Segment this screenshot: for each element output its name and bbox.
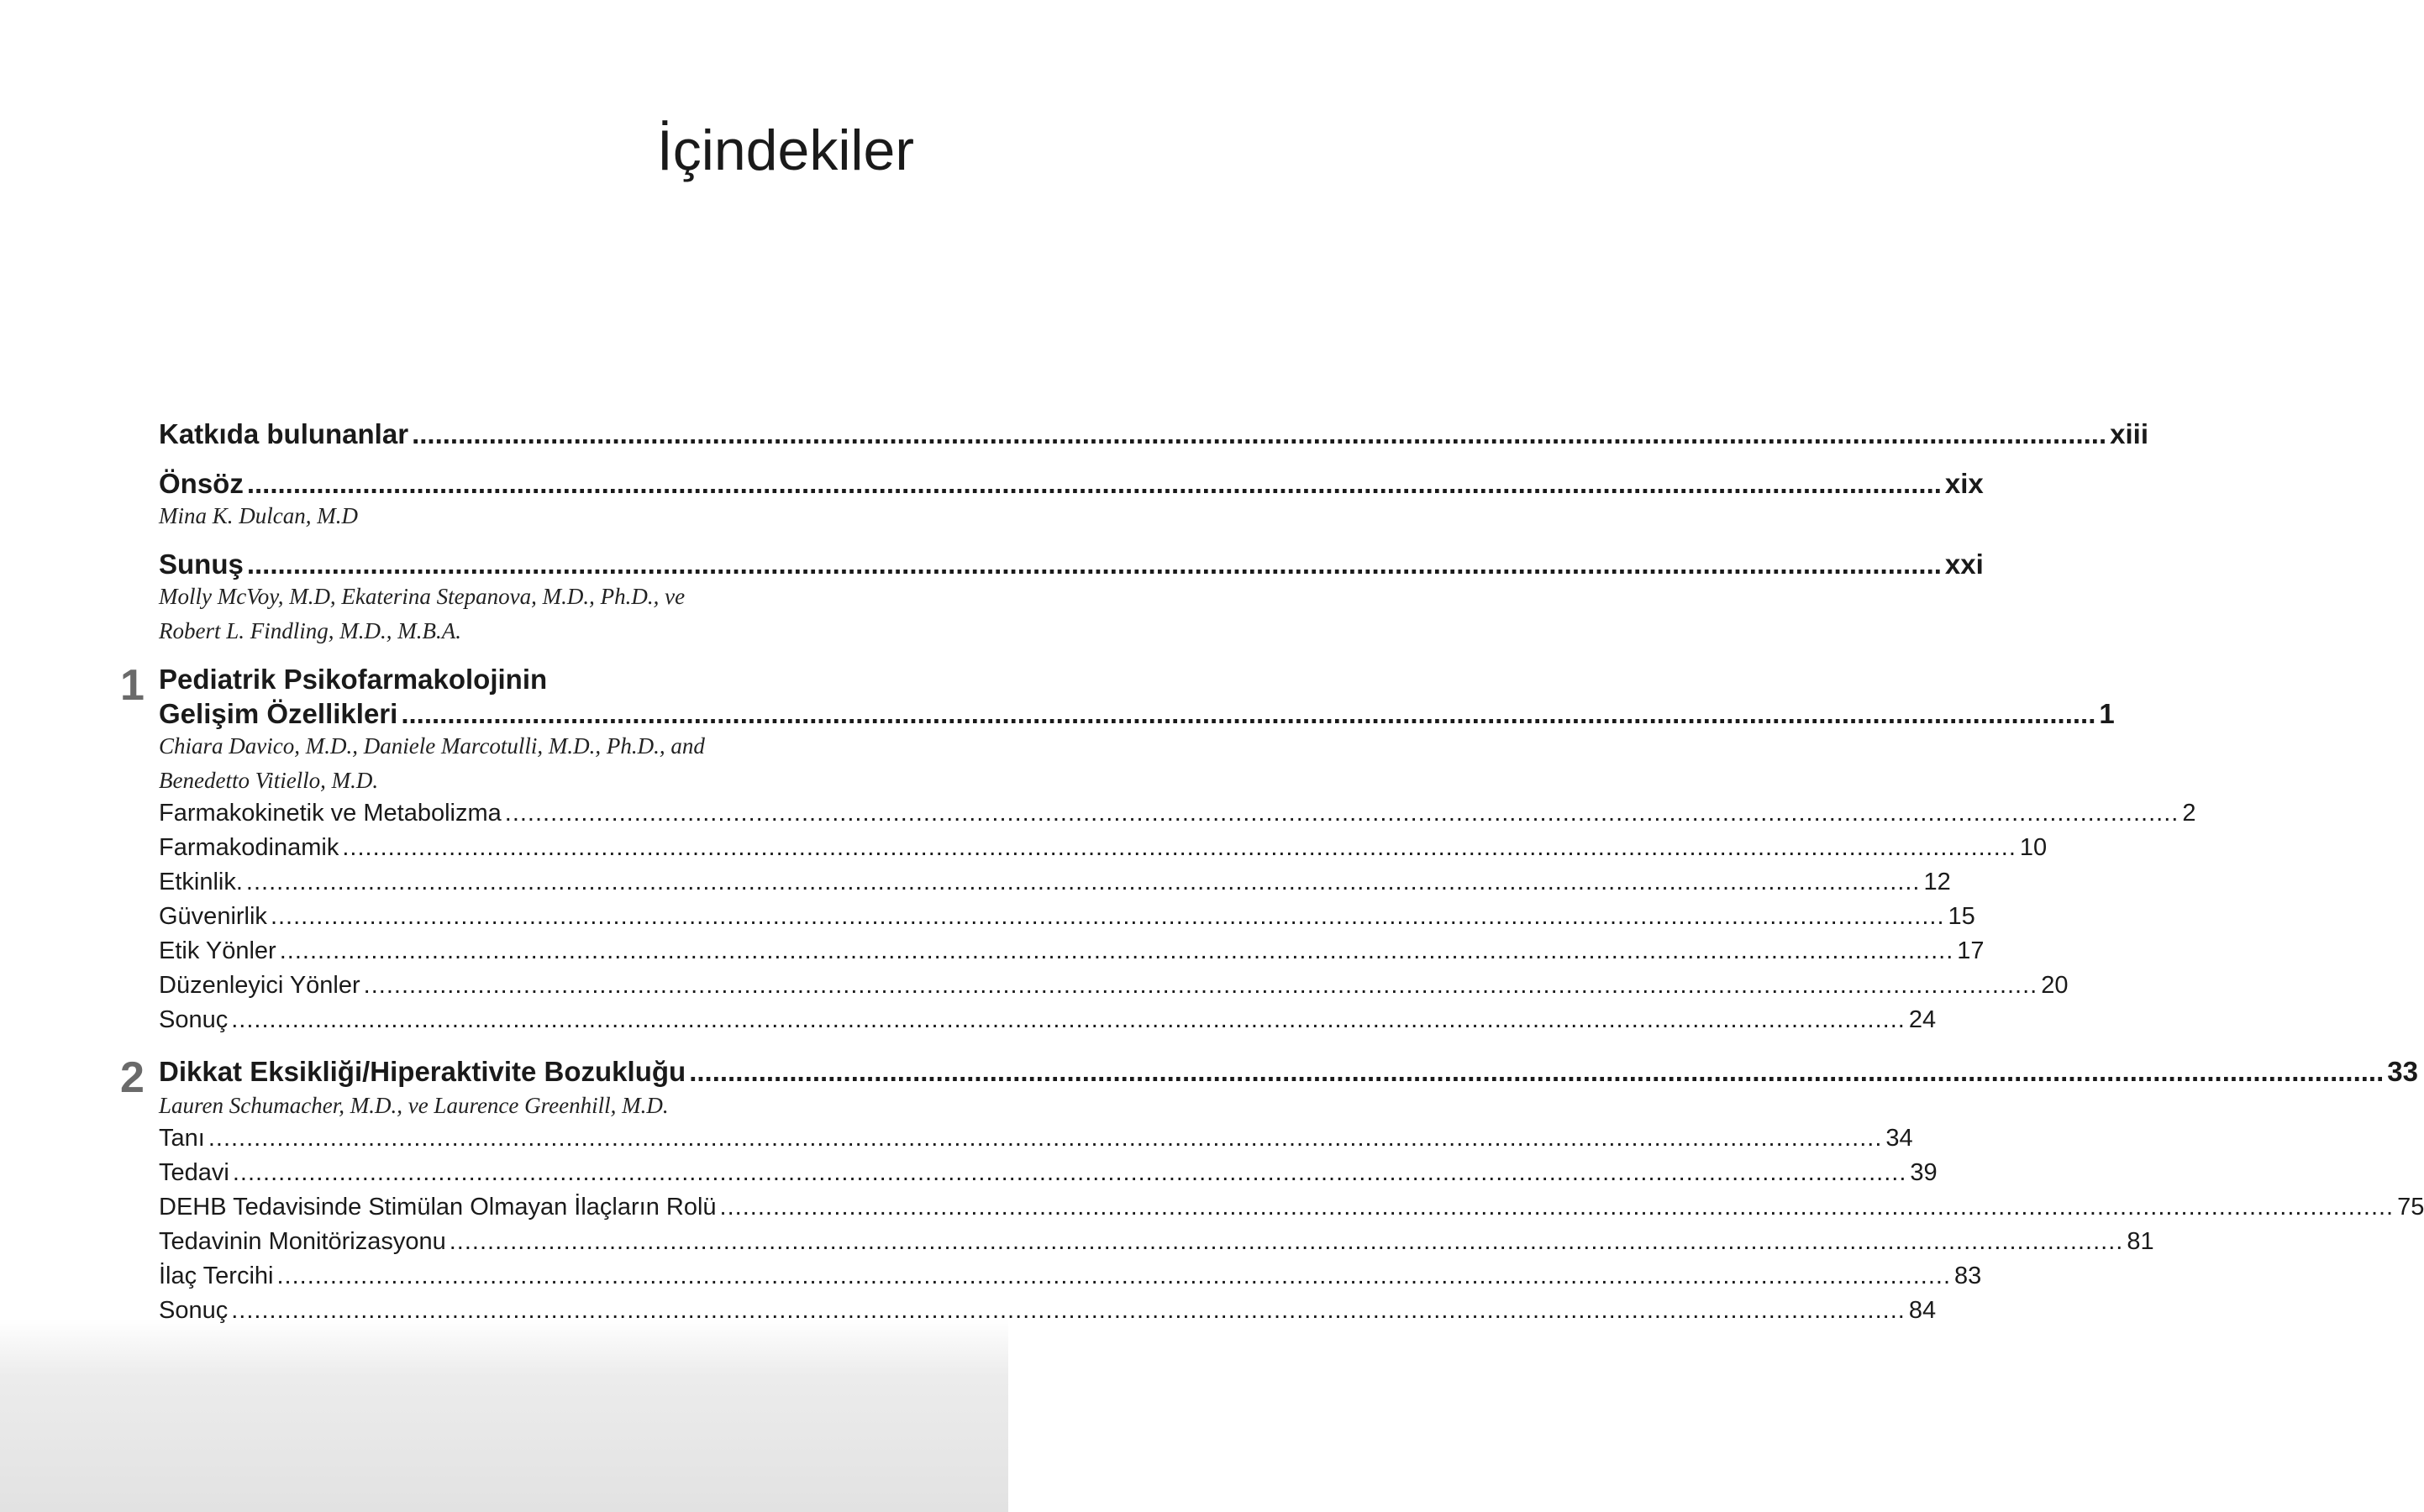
toc-section[interactable]	[159, 1228, 2154, 1255]
toc-section[interactable]	[159, 1125, 1913, 1152]
section-page: 24	[1908, 1006, 1937, 1033]
toc-entry-contributors[interactable]	[159, 418, 2148, 449]
leader-dots: ............................................................................................................................................................................................................................	[689, 1056, 2385, 1087]
section-page: 34	[1885, 1125, 1913, 1152]
entry-page: xix	[1944, 468, 1984, 499]
entry-page: xxi	[1944, 549, 1984, 580]
entry-author: Mina K. Dulcan, M.D	[159, 503, 358, 528]
section-page: 12	[1923, 869, 1951, 895]
leader-dots: ............................................................................................................................................................................................................................	[270, 903, 1945, 930]
section-page: 20	[2041, 972, 2069, 999]
toc-section[interactable]	[159, 869, 1951, 895]
chapter-number: 2	[120, 1053, 145, 1102]
toc-section[interactable]	[159, 1263, 1982, 1289]
leader-dots: ............................................................................................................................................................................................................................	[401, 698, 2096, 729]
section-page: 2	[2182, 800, 2196, 827]
leader-dots: ............................................................................................................................................................................................................................	[232, 1159, 1907, 1186]
section-label: Etik Yönler	[159, 937, 276, 964]
leader-dots: ............................................................................................................................................................................................................................	[246, 549, 1942, 580]
toc-section[interactable]	[159, 1297, 1937, 1324]
toc-entry-chapter-1[interactable]	[159, 698, 2115, 729]
section-label: Tanı	[159, 1125, 205, 1152]
chapter-1	[120, 661, 2196, 1033]
toc-entry-foreword[interactable]	[159, 468, 1984, 499]
section-label: Etkinlik.	[159, 869, 243, 895]
section-label: DEHB Tedavisinde Stimülan Olmayan İlaçların Rolü	[159, 1194, 717, 1221]
toc-section[interactable]	[159, 937, 1985, 964]
entry-page: xiii	[2110, 418, 2148, 449]
entry-author: Molly McVoy, M.D, Ekaterina Stepanova, M.D., Ph.D., ve	[159, 584, 686, 609]
leader-dots: ............................................................................................................................................................................................................................	[245, 869, 1921, 895]
toc-section[interactable]	[159, 834, 2048, 861]
toc-section[interactable]	[159, 1159, 1938, 1186]
section-page: 39	[1910, 1159, 1938, 1186]
section-page: 84	[1908, 1297, 1937, 1324]
chapter-title-line[interactable]: Pediatrik Psikofarmakolojinin	[159, 664, 548, 695]
section-page: 81	[2127, 1228, 2154, 1255]
page-bottom-shade	[0, 1319, 1008, 1512]
leader-dots: ............................................................................................................................................................................................................................	[504, 800, 2179, 827]
chapter-number: 1	[120, 661, 145, 710]
leader-dots: ............................................................................................................................................................................................................................	[342, 834, 2016, 861]
section-page: 10	[2019, 834, 2048, 861]
chapter-2	[120, 1053, 2424, 1324]
leader-dots: ............................................................................................................................................................................................................................	[719, 1194, 2395, 1221]
section-page: 15	[1948, 903, 1975, 930]
entry-label: Önsöz	[159, 468, 244, 499]
leader-dots: ............................................................................................................................................................................................................................	[231, 1006, 1906, 1033]
leader-dots: ............................................................................................................................................................................................................................	[279, 937, 1954, 964]
entry-label: Gelişim Özellikleri	[159, 698, 398, 729]
section-label: Sonuç	[159, 1297, 229, 1324]
toc-entry-chapter-2[interactable]	[159, 1056, 2418, 1087]
toc-section[interactable]	[159, 1194, 2424, 1221]
section-label: İlaç Tercihi	[159, 1263, 274, 1289]
section-label: Farmakokinetik ve Metabolizma	[159, 800, 502, 827]
section-page: 17	[1957, 937, 1985, 964]
page-title: İçindekiler	[656, 118, 914, 182]
section-page: 75	[2397, 1194, 2424, 1221]
entry-label: Dikkat Eksikliği/Hiperaktivite Bozukluğu	[159, 1056, 686, 1087]
entry-page: 33	[2387, 1056, 2418, 1087]
table-of-contents	[120, 413, 2424, 1324]
chapter-author: Benedetto Vitiello, M.D.	[159, 768, 379, 793]
leader-dots: ............................................................................................................................................................................................................................	[412, 418, 2107, 449]
leader-dots: ............................................................................................................................................................................................................................	[363, 972, 2038, 999]
section-label: Tedavinin Monitörizasyonu	[159, 1228, 446, 1255]
toc-section[interactable]	[159, 972, 2069, 999]
toc-entry-preface[interactable]	[159, 549, 1984, 580]
toc-section[interactable]	[159, 800, 2196, 827]
entry-label: Sunuş	[159, 549, 244, 580]
leader-dots: ............................................................................................................................................................................................................................	[231, 1297, 1906, 1324]
entry-label: Katkıda bulunanlar	[159, 418, 409, 449]
chapter-author: Chiara Davico, M.D., Daniele Marcotulli, M.D., Ph.D., and	[159, 733, 705, 759]
section-label: Güvenirlik	[159, 903, 267, 930]
section-label: Farmakodinamik	[159, 834, 339, 861]
toc-section[interactable]	[159, 1006, 1937, 1033]
leader-dots: ............................................................................................................................................................................................................................	[276, 1263, 1952, 1289]
entry-page: 1	[2099, 698, 2115, 729]
section-page: 83	[1954, 1263, 1982, 1289]
section-label: Düzenleyici Yönler	[159, 972, 360, 999]
toc-section[interactable]	[159, 903, 1975, 930]
section-label: Tedavi	[159, 1159, 229, 1186]
leader-dots: ............................................................................................................................................................................................................................	[449, 1228, 2124, 1255]
section-label: Sonuç	[159, 1006, 229, 1033]
chapter-author: Lauren Schumacher, M.D., ve Laurence Greenhill, M.D.	[159, 1093, 669, 1118]
leader-dots: ............................................................................................................................................................................................................................	[208, 1125, 1883, 1152]
leader-dots: ............................................................................................................................................................................................................................	[246, 468, 1942, 499]
entry-author: Robert L. Findling, M.D., M.B.A.	[159, 618, 461, 643]
